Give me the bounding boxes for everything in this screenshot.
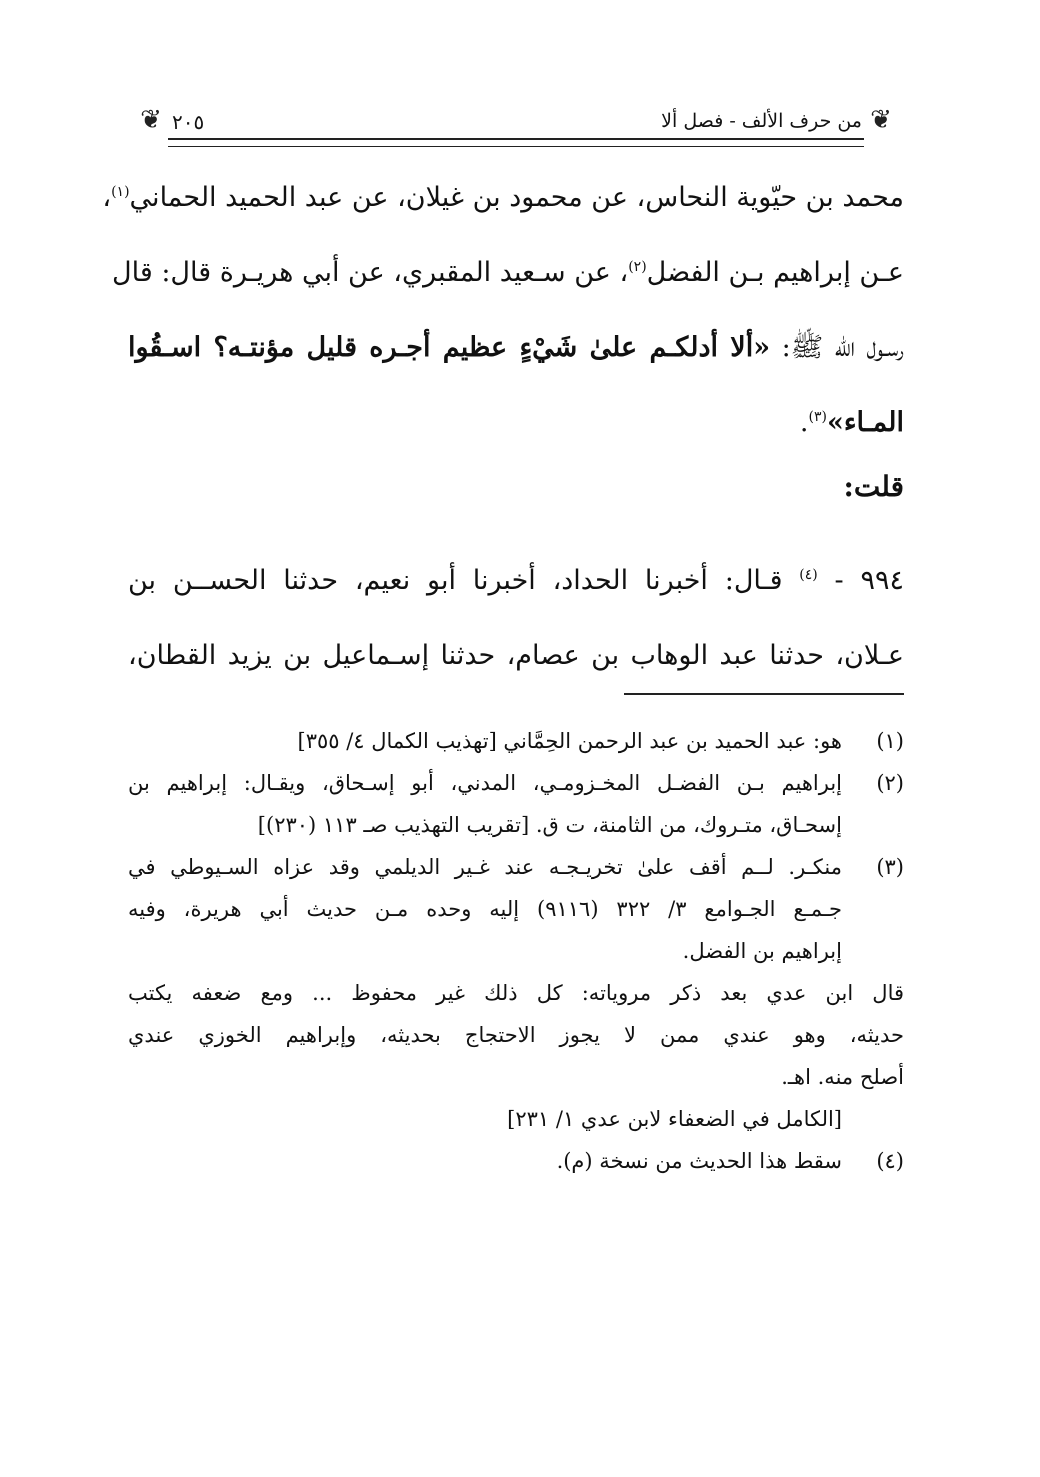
hadith-text: «ألا أدلكـم علىٰ شَيْءٍ عظيم أجـره قليل مؤنتـه؟ اسـقُوا	[128, 332, 771, 363]
footnote-ref[interactable]: (٢)	[628, 259, 647, 275]
header-ornament-right-icon: ❦	[870, 105, 892, 135]
text-line: عـلان، حدثنا عبد الوهاب بن عصام، حدثنا إسـماعيل بن يزيد القطان،	[128, 640, 904, 671]
footnote-number: (٣)	[876, 855, 904, 879]
hadith-text: المـاء»	[826, 407, 904, 438]
text-line: ٩٩٤ - $^{(٤)}$ قـال: أخبرنا الحداد، أخبرنا أبو نعيم، حدثنا الحســن بن	[128, 565, 904, 596]
footnote-number: (٤)	[876, 1149, 904, 1173]
running-title: من حرف الألف - فصل ألا	[661, 110, 862, 132]
footnote-separator	[624, 693, 904, 695]
main-paragraph-1	[102, 160, 904, 460]
footnote-4: (٤) سقط هذا الحديث من نسخة (م).	[128, 1140, 904, 1182]
text-line: رسـول الله ﷺ: «ألا أدلكـم علىٰ شَيْءٍ عظيم أجـره قليل مؤنتـه؟ اسـقُوا	[128, 332, 904, 363]
footnote-2: (٢) إبراهيم بـن الفضـل المخـزومـي، المدني، أبو إسـحاق، ويقـال: إبراهيم بن إسحـاق، متـروك، من الثامنة، ت ق. [تقريب التهذيب صـ ١١٣ (٢٣٠)]	[128, 762, 904, 846]
footnote-ref[interactable]: (١)	[111, 184, 130, 200]
section-heading: قلت:	[843, 470, 904, 503]
footnote-3-continued: قال ابن عدي بعد ذكر مروياته: كل ذلك غير محفوظ ... ومع ضعفه يكتب حديثه، وهو عندي ممن لا يجوز الاحتجاج بحديثه، وإبراهيم الخوزي عندي أصلح منه. اهـ.	[128, 981, 905, 1089]
footnote-ref[interactable]: (٤)	[799, 567, 818, 583]
page-header	[128, 98, 904, 148]
text-line: المـاء»$^{(٣)}$.	[799, 407, 904, 438]
footnote-number: (٢)	[876, 771, 904, 795]
footnote-1: (١) هو: عبد الحميد بن عبد الرحمن الحِمَّاني [تهذيب الكمال ٤/ ٣٥٥]	[128, 720, 904, 762]
footnotes	[128, 720, 904, 1182]
page-number: ٢٠٥	[172, 110, 205, 134]
header-rule	[168, 138, 864, 147]
header-ornament-left-icon: ❦	[140, 105, 162, 135]
text-line: محمد بن حيّوية النحاس، عن محمود بن غيلان، عن عبد الحميد الحماني$^{(١)}$،	[102, 182, 904, 213]
footnote-3-source: [الكامل في الضعفاء لابن عدي ١/ ٢٣١]	[507, 1107, 842, 1131]
footnote-number: (١)	[876, 729, 904, 753]
footnote-3: (٣) منكـر. لــم أقف علىٰ تخريـجـه عند غـير الديلمي وقد عزاه السـيوطي في جـمـع الجـوامع ٣/ ٣٢٢ (٩١١٦) إليه وحده مـن حديث أبي هريرة، وفيه إبراهيم بن الفضل.	[128, 846, 904, 972]
text-line: عـن إبراهيم بـن الفضل$^{(٢)}$، عن سـعيد المقبري، عن أبي هريـرة قال: قال	[112, 257, 904, 288]
main-paragraph-2	[128, 543, 904, 693]
footnote-ref[interactable]: (٣)	[808, 409, 827, 425]
